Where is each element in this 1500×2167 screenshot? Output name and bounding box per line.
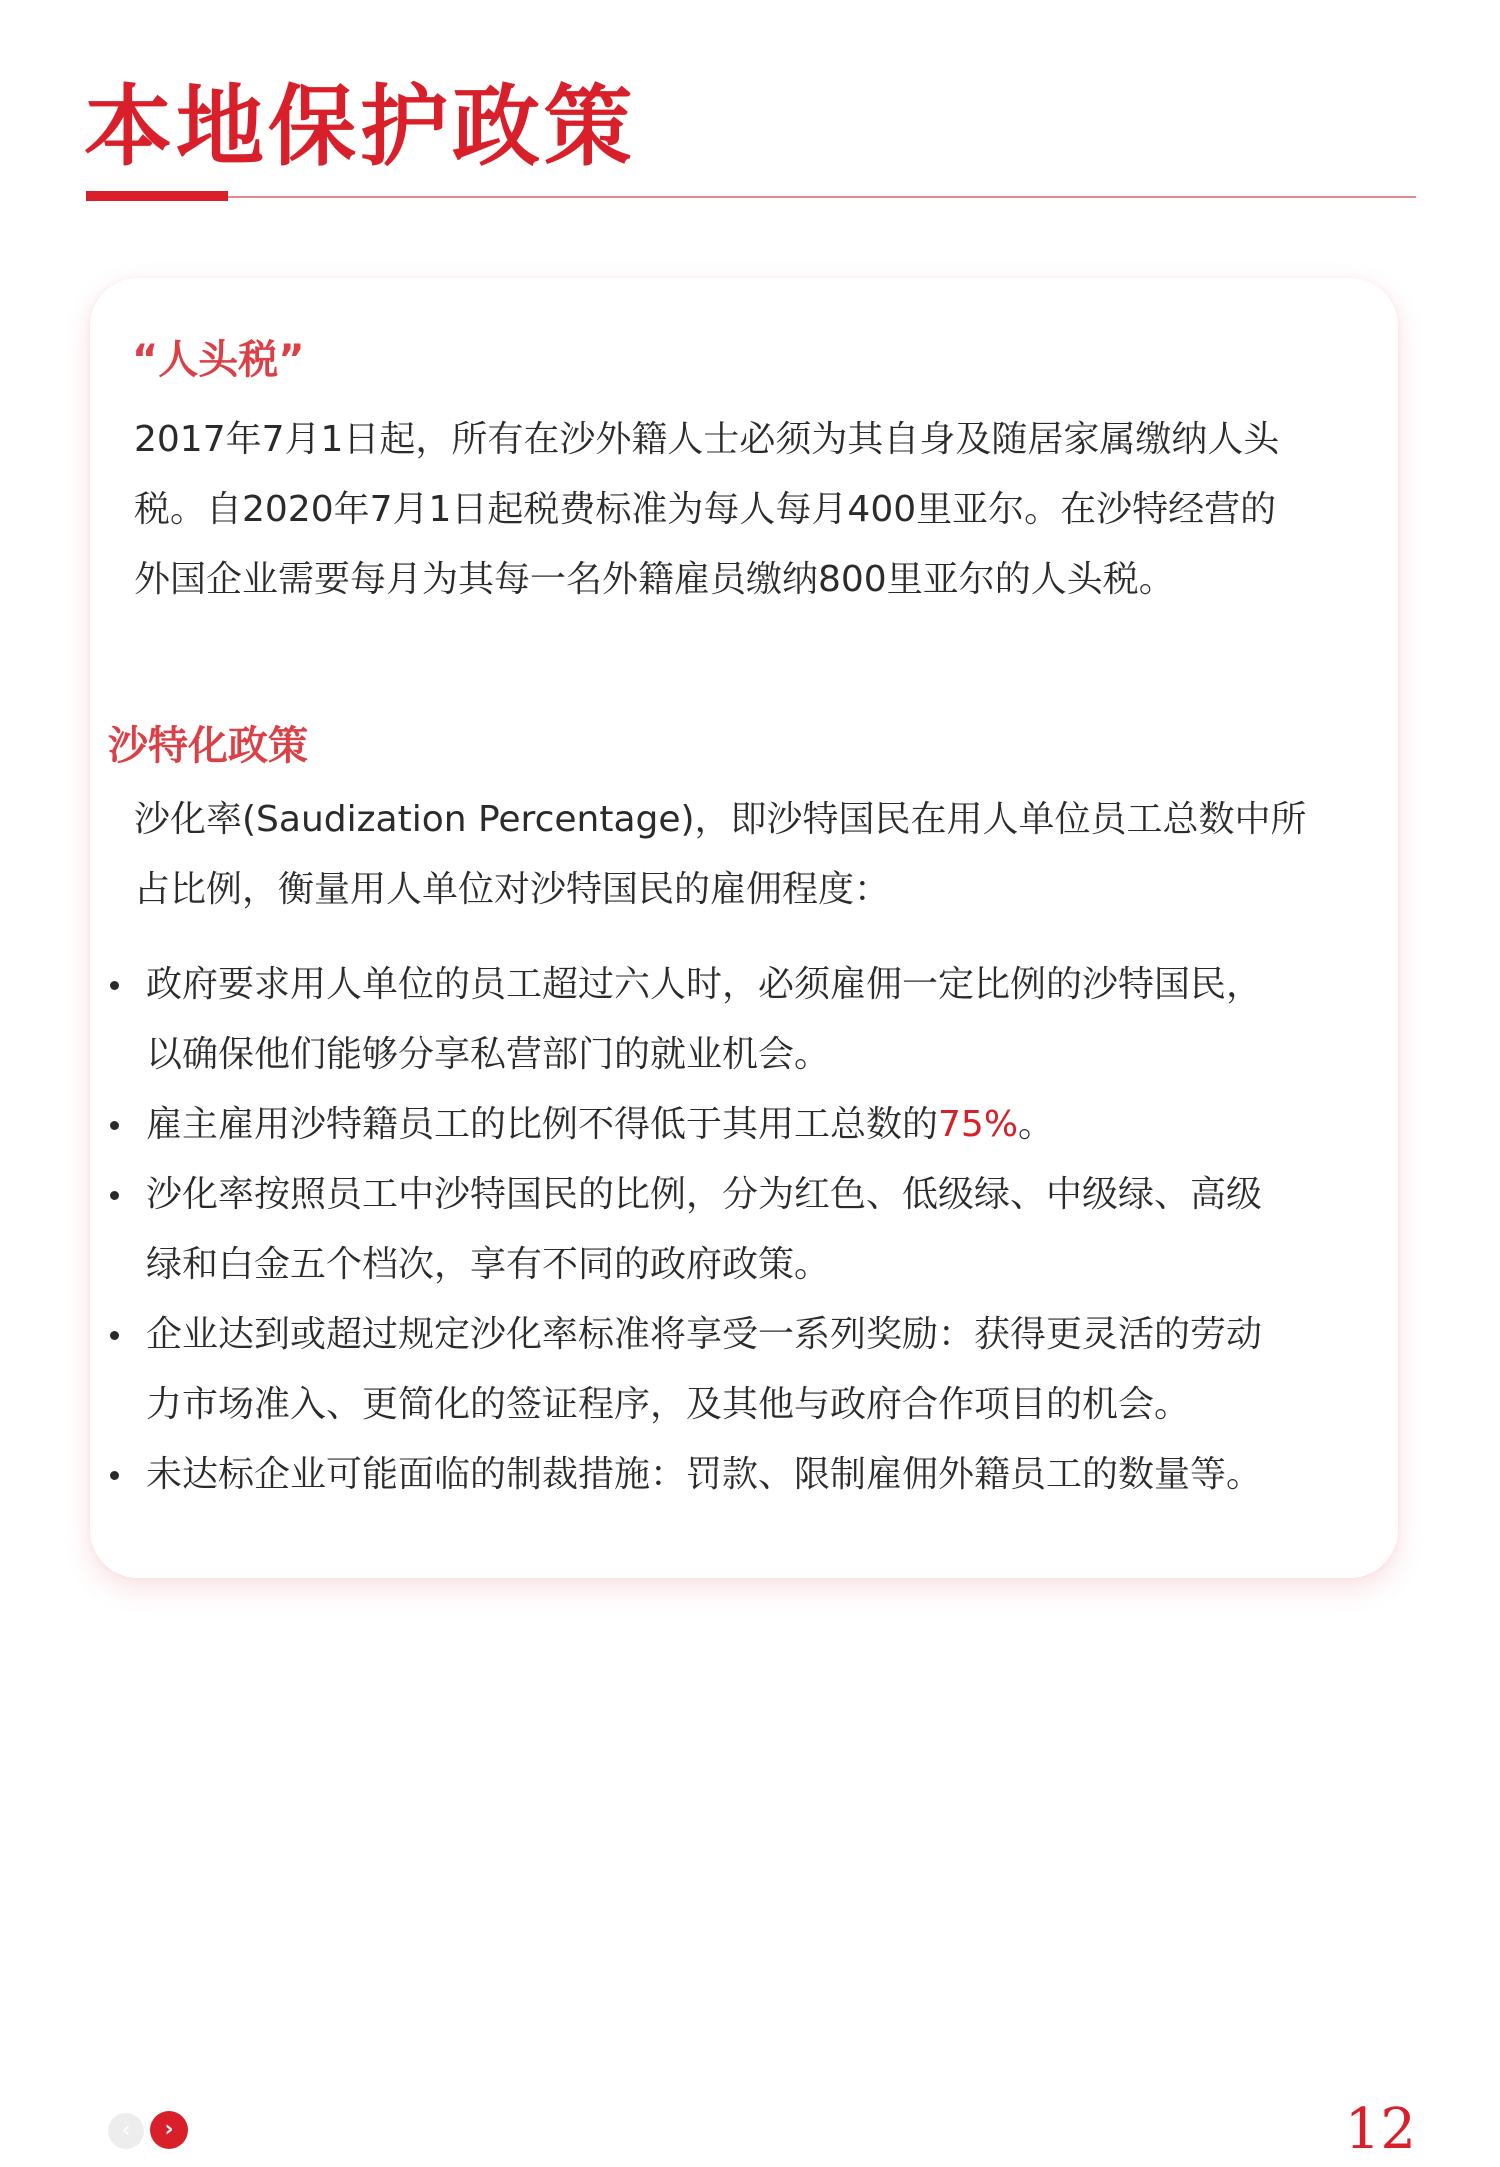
chevron-right-icon[interactable]: › [150, 2111, 188, 2149]
saudization-intro [134, 785, 1307, 925]
bullet-2-highlight: 75% [938, 1104, 1019, 1145]
bullet-1-line-2: 以确保他们能够分享私营部门的就业机会。 [146, 1034, 831, 1075]
bullet-2-text-after: 。 [1018, 1104, 1055, 1145]
saudization-intro-line-1: 沙化率(Saudization Percentage)，即沙特国民在用人单位员工总数中所 [134, 799, 1307, 840]
bullet-3-line-2: 绿和白金五个档次，享有不同的政府政策。 [146, 1244, 831, 1285]
bullet-2-text-before: 雇主雇用沙特籍员工的比例不得低于其用工总数的 [146, 1104, 939, 1145]
poll-tax-line-2: 税。自2020年7月1日起税费标准为每人每月400里亚尔。在沙特经营的 [134, 489, 1277, 530]
title-underline-accent [86, 191, 228, 201]
bullet-1-line-1: 政府要求用人单位的员工超过六人时，必须雇佣一定比例的沙特国民， [146, 964, 1263, 1005]
title-divider [228, 196, 1416, 198]
bullet-item [104, 950, 1404, 1090]
bullet-dot-icon [110, 1331, 119, 1340]
bullet-dot-icon [110, 1471, 119, 1480]
poll-tax-heading: “人头税” [132, 337, 305, 383]
bullet-5-line-1: 未达标企业可能面临的制裁措施：罚款、限制雇佣外籍员工的数量等。 [146, 1454, 1263, 1495]
poll-tax-line-3: 外国企业需要每月为其每一名外籍雇员缴纳800里亚尔的人头税。 [134, 559, 1175, 600]
bullet-dot-icon [110, 981, 119, 990]
saudization-bullet-list [104, 950, 1404, 1510]
bullet-dot-icon [110, 1191, 119, 1200]
chevron-left-icon[interactable]: ‹ [108, 2113, 144, 2149]
page-number: 12 [1344, 2097, 1416, 2162]
bullet-item [104, 1160, 1404, 1300]
saudization-heading: 沙特化政策 [108, 723, 308, 769]
poll-tax-line-1: 2017年7月1日起，所有在沙外籍人士必须为其自身及随居家属缴纳人头 [134, 419, 1280, 460]
page-title: 本地保护政策 [84, 75, 637, 178]
bullet-item [104, 1300, 1404, 1440]
bullet-4-line-1: 企业达到或超过规定沙化率标准将享受一系列奖励：获得更灵活的劳动 [146, 1314, 1263, 1355]
poll-tax-paragraph [134, 405, 1279, 615]
bullet-item [104, 1440, 1404, 1510]
bullet-3-line-1: 沙化率按照员工中沙特国民的比例，分为红色、低级绿、中级绿、高级 [146, 1174, 1263, 1215]
saudization-intro-line-2: 占比例，衡量用人单位对沙特国民的雇佣程度： [134, 869, 891, 910]
bullet-item [104, 1090, 1404, 1160]
bullet-dot-icon [110, 1121, 119, 1130]
bullet-4-line-2: 力市场准入、更简化的签证程序，及其他与政府合作项目的机会。 [146, 1384, 1191, 1425]
